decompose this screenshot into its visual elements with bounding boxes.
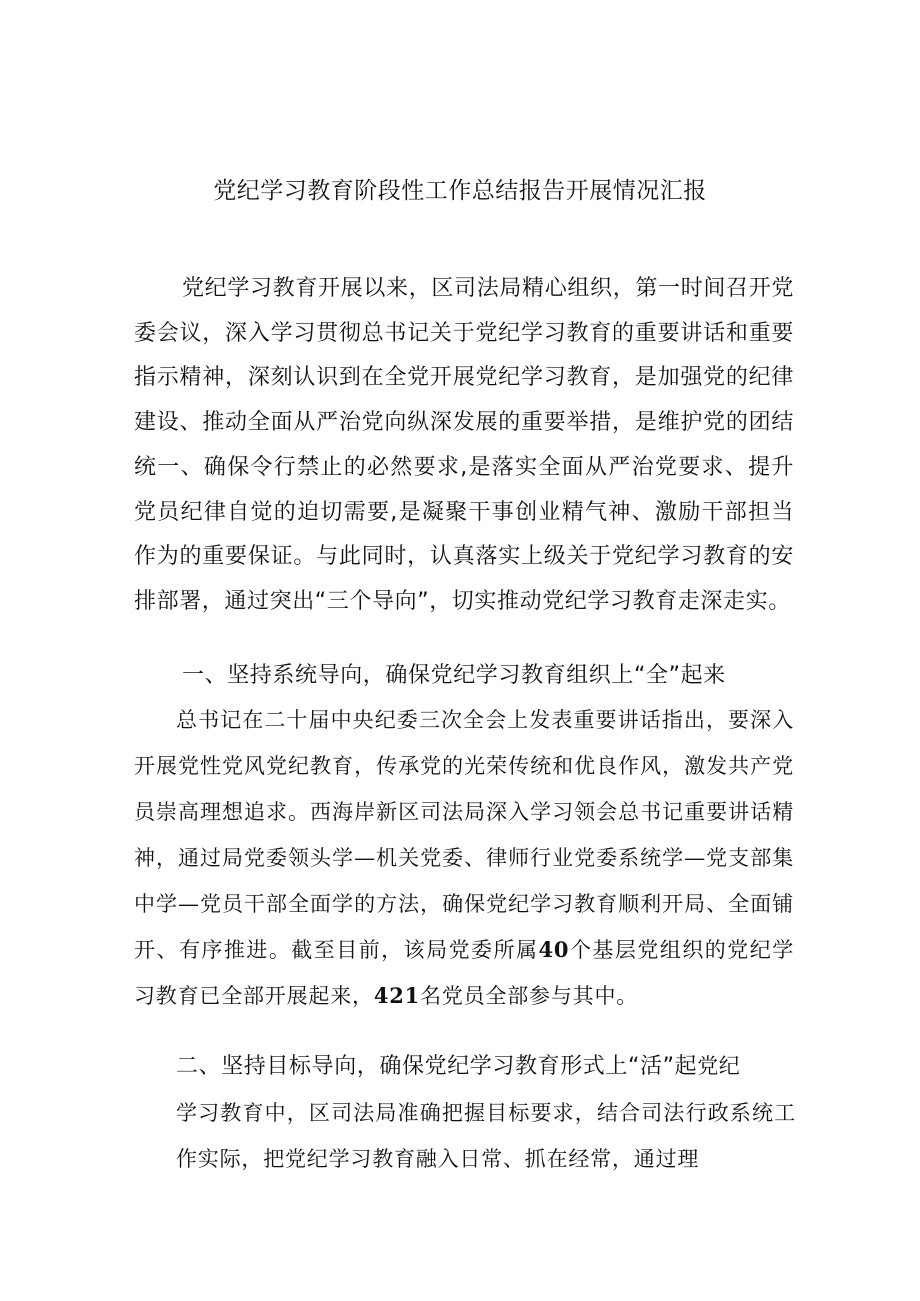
- section-1-text-part-3: 名党员全部参与其中。: [420, 984, 639, 1008]
- section-1-text-part-1: 总书记在二十届中央纪委三次全会上发表重要讲话指出，要深入开展党性党风党纪教育，传承党的光荣传统和优良作风，激发共产党员崇高理想追求。西海岸新区司法局深入学习领会总书记重要讲话精神，通过局党委领头学—机关党委、律师行业党委系统学—党支部集中学—党员干部全面学的方法，确保党纪学习教育顺利开局、全面铺开、有序推进。截至目前，该局党委所属: [134, 708, 794, 962]
- member-count: 421: [373, 983, 421, 1008]
- section-1-heading: 一、坚持系统导向，确保党纪学习教育组织上“全”起来: [182, 663, 726, 688]
- section-2-heading-line: [176, 1044, 796, 1089]
- org-count: 40: [538, 937, 570, 962]
- section-2-paragraph: 学习教育中，区司法局准确把握目标要求，结合司法行政系统工作实际，把党纪学习教育融入日常、抓在经常，通过理: [176, 1101, 796, 1171]
- section-2-heading: 二、坚持目标导向，确保党纪学习教育形式上“活”起: [176, 1054, 698, 1079]
- section-1-text-part-2: 个基层党组织的党纪学习教育已全部开展起来，: [134, 938, 794, 1008]
- section-2-heading-continuation: 党纪: [697, 1054, 741, 1078]
- intro-paragraph: 党纪学习教育开展以来，区司法局精心组织，第一时间召开党委会议，深入学习贯彻总书记关于党纪学习教育的重要讲话和重要指示精神，深刻认识到在全党开展党纪学习教育，是加强党的纪律建设、推动全面从严治党向纵深发展的重要举措，是维护党的团结统一、确保令行禁止的必然要求,是落实全面从严治党要求、提升党员纪律自觉的迫切需要,是凝聚干事创业精气神、激励干部担当作为的重要保证。与此同时，认真落实上级关于党纪学习教育的安排部署，通过突出“三个导向”，切实推动党纪学习教育走深走实。: [134, 276, 794, 614]
- document-title: 党纪学习教育阶段性工作总结报告开展情况汇报: [213, 178, 707, 204]
- section-1-paragraph: [134, 697, 794, 1019]
